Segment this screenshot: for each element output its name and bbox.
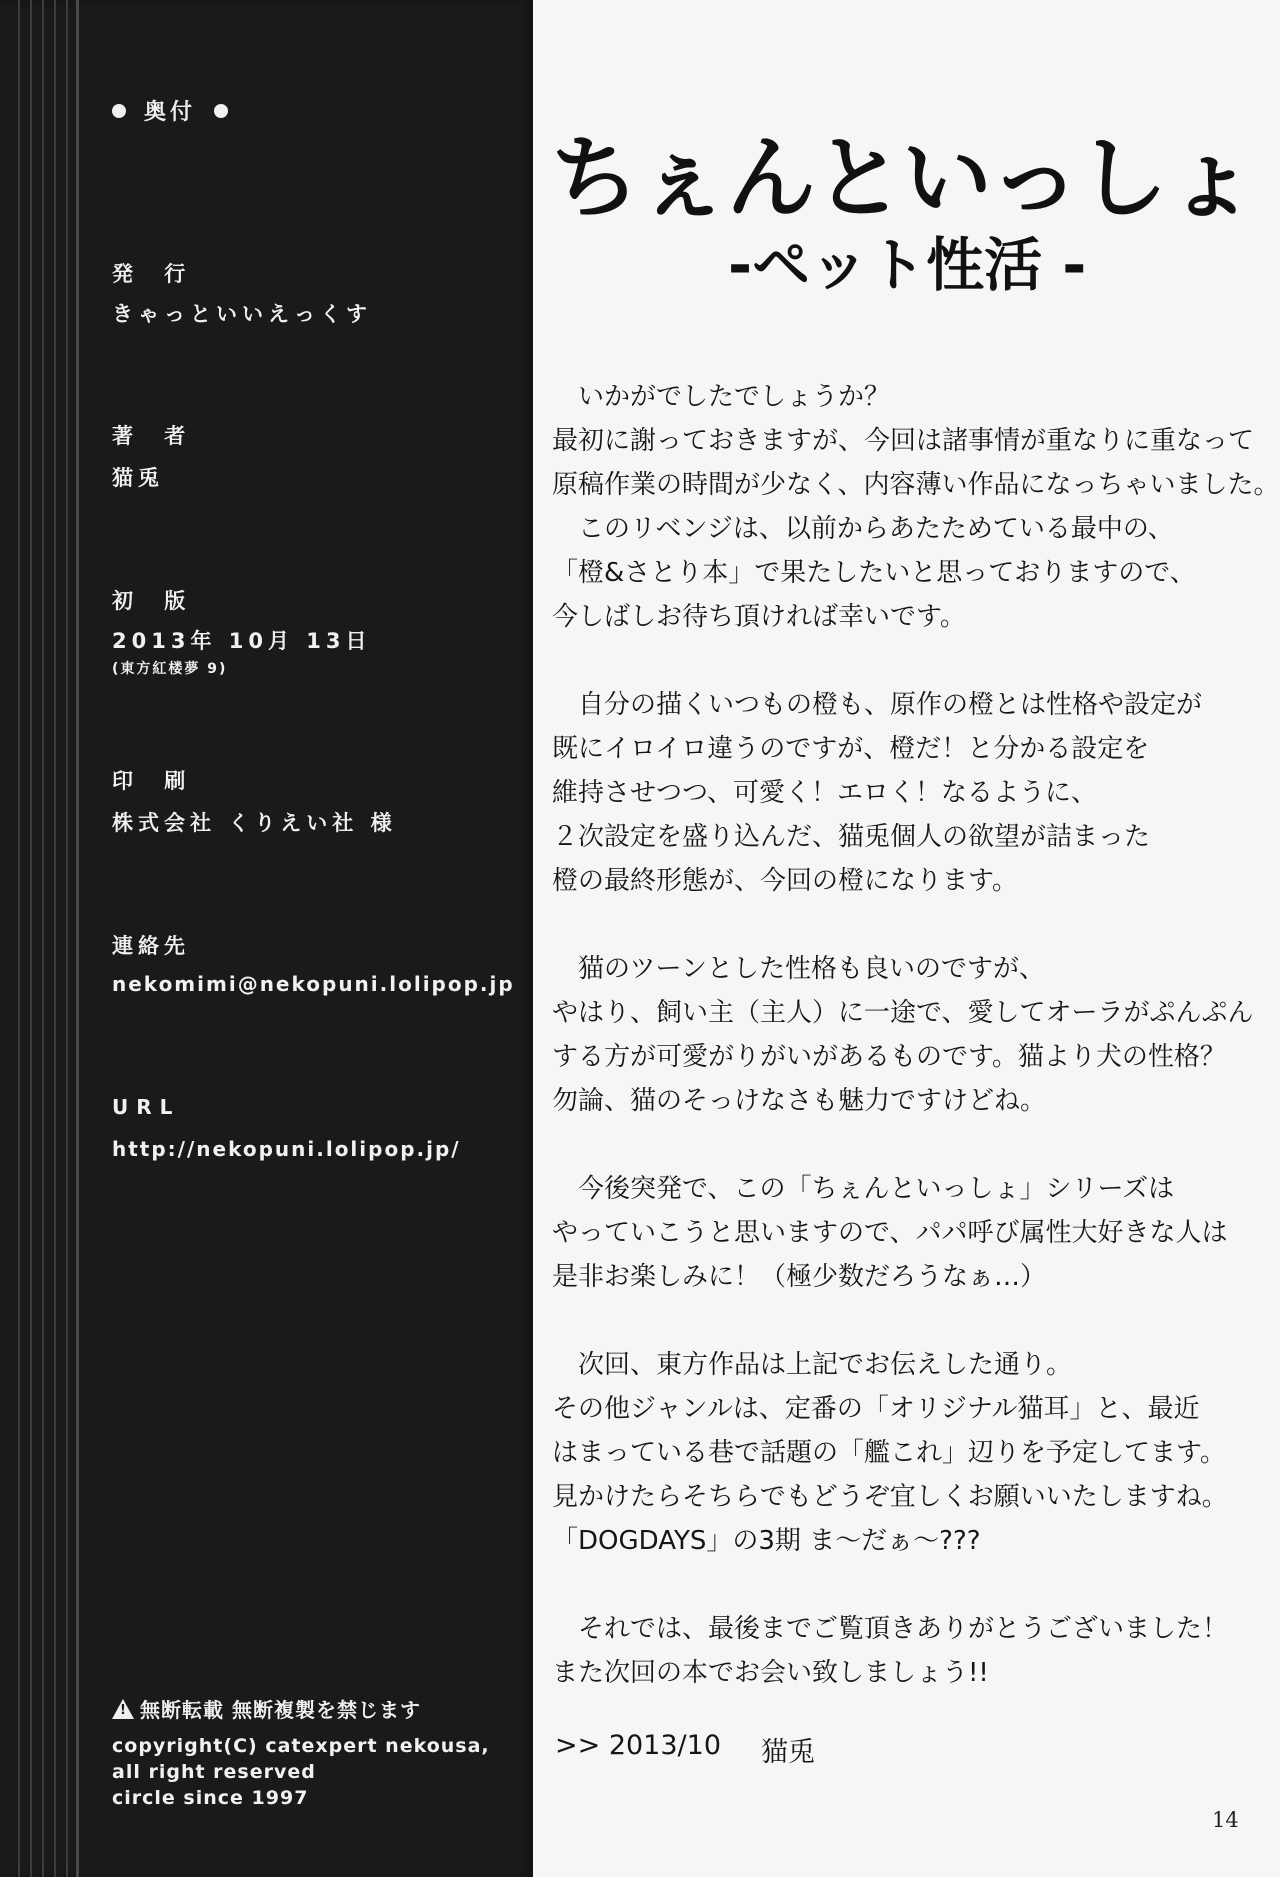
first-edition-label: 初 版 bbox=[112, 589, 198, 613]
book-subtitle: -ペット性活 - bbox=[728, 231, 1087, 299]
contact-label: 連絡先 bbox=[112, 934, 190, 958]
text-line: 橙の最終形態が、今回の橙になります。 bbox=[552, 866, 1018, 896]
publisher-value: きゃっといいえっくす bbox=[112, 302, 372, 326]
warning-icon bbox=[112, 1699, 134, 1719]
text-line: やっていこうと思いますので、パパ呼び属性大好きな人は bbox=[552, 1218, 1228, 1248]
text-line: 次回、東方作品は上記でお伝えした通り。 bbox=[552, 1350, 1073, 1380]
no-reproduction-warning bbox=[112, 1694, 421, 1723]
copyright-line: copyright(C) catexpert nekousa, bbox=[112, 1735, 490, 1757]
text-line: はまっている巷で話題の「艦これ」辺りを予定してます。 bbox=[552, 1438, 1226, 1468]
decorative-stripe bbox=[30, 0, 32, 1877]
first-edition-event: (東方紅楼夢 9) bbox=[112, 661, 228, 677]
paragraph bbox=[552, 375, 1280, 639]
signature-date: >> 2013/10 bbox=[555, 1730, 721, 1761]
colophon-heading bbox=[112, 95, 228, 126]
text-line: 原稿作業の時間が少なく、内容薄い作品になっちゃいました。 bbox=[552, 470, 1280, 500]
decorative-stripe bbox=[66, 0, 68, 1877]
publisher-label: 発 行 bbox=[112, 262, 198, 286]
first-edition-date: 2013年 10月 13日 bbox=[112, 629, 372, 653]
copyright-line: circle since 1997 bbox=[112, 1787, 309, 1809]
copyright-line: all right reserved bbox=[112, 1761, 316, 1783]
url-value: http://nekopuni.lolipop.jp/ bbox=[112, 1137, 461, 1161]
decorative-stripe bbox=[76, 0, 79, 1877]
text-line: 「DOGDAYS」の3期 ま～だぁ～??? bbox=[552, 1526, 981, 1556]
afterword-text bbox=[552, 375, 1280, 1739]
colophon-heading-text: 奥付 bbox=[144, 100, 197, 125]
text-line: 是非お楽しみに！（極少数だろうなぁ…） bbox=[552, 1262, 1047, 1292]
url-label: URL bbox=[112, 1095, 181, 1119]
text-line: 「橙&さとり本」で果たしたいと思っておりますので、 bbox=[552, 558, 1196, 588]
text-line: また次回の本でお会い致しましょう!! bbox=[552, 1658, 989, 1688]
text-line: それでは、最後までご覧頂きありがとうございました！ bbox=[552, 1614, 1229, 1644]
signature bbox=[555, 1730, 815, 1769]
printer-value: 株式会社 くりえい社 様 bbox=[112, 811, 397, 835]
text-line: ２次設定を盛り込んだ、猫兎個人の欲望が詰まった bbox=[552, 822, 1151, 852]
text-line: する方が可愛がりがいがあるものです。猫より犬の性格？ bbox=[552, 1042, 1226, 1072]
text-line: やはり、飼い主（主人）に一途で、愛してオーラがぷんぷん bbox=[552, 998, 1254, 1028]
text-line: 勿論、猫のそっけなさも魅力ですけどね。 bbox=[552, 1086, 1047, 1116]
paragraph bbox=[552, 947, 1272, 1123]
text-line: 今後突発で、この「ちぇんといっしょ」シリーズは bbox=[552, 1174, 1175, 1204]
text-line: その他ジャンルは、定番の「オリジナル猫耳」と、最近 bbox=[552, 1394, 1200, 1424]
text-line: 見かけたらそちらでもどうぞ宜しくお願いいたしますね。 bbox=[552, 1482, 1228, 1512]
text-line: 最初に謝っておきますが、今回は諸事情が重なりに重なって bbox=[552, 426, 1255, 456]
page-number: 14 bbox=[1212, 1808, 1239, 1832]
text-line: 今しばしお待ち頂ければ幸いです。 bbox=[552, 602, 966, 632]
printing-label: 印 刷 bbox=[112, 769, 198, 793]
text-line: 維持させつつ、可愛く！エロく！なるように、 bbox=[552, 778, 1097, 808]
paragraph bbox=[552, 1343, 1272, 1563]
paragraph bbox=[552, 1607, 1272, 1695]
signature-name: 猫兎 bbox=[761, 1737, 815, 1768]
decorative-stripe bbox=[42, 0, 44, 1877]
text-line: 猫のツーンとした性格も良いのですが、 bbox=[552, 954, 1045, 984]
paragraph bbox=[552, 1167, 1272, 1299]
copyright-block bbox=[112, 1733, 490, 1811]
warning-text: 無断転載 無断複製を禁じます bbox=[140, 1698, 421, 1722]
book-title: ちぇんといっしょ bbox=[550, 126, 1254, 231]
text-line: 既にイロイロ違うのですが、橙だ！と分かる設定を bbox=[552, 734, 1150, 764]
bullet-icon bbox=[214, 104, 228, 118]
text-line: このリベンジは、以前からあたためている最中の、 bbox=[552, 514, 1174, 544]
paragraph bbox=[552, 683, 1272, 903]
text-line: いかがでしたでしょうか？ bbox=[552, 382, 891, 412]
contact-email: nekomimi@nekopuni.lolipop.jp bbox=[112, 972, 515, 996]
bullet-icon bbox=[112, 104, 126, 118]
author-label: 著 者 bbox=[112, 424, 198, 448]
author-value: 猫兎 bbox=[112, 466, 164, 490]
text-line: 自分の描くいつもの橙も、原作の橙とは性格や設定が bbox=[552, 690, 1203, 720]
colophon-panel bbox=[0, 0, 533, 1877]
decorative-stripe bbox=[18, 0, 20, 1877]
decorative-stripe bbox=[54, 0, 56, 1877]
